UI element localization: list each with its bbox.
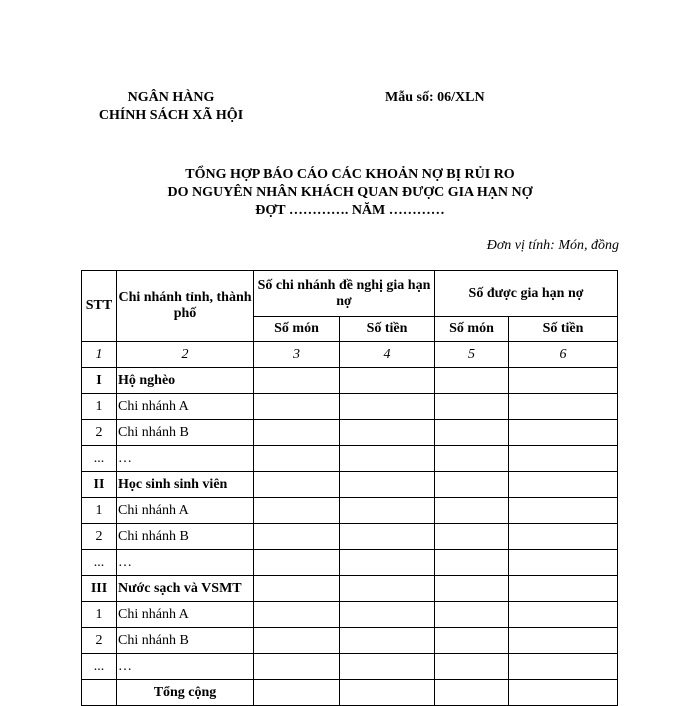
header-proposed-count: Số món (254, 317, 340, 342)
total-value-cell (254, 680, 340, 706)
row-value-cell (254, 524, 340, 550)
row-value-cell (509, 394, 618, 420)
row-stt: II (82, 472, 117, 498)
table-row (82, 654, 618, 680)
row-stt: 2 (82, 628, 117, 654)
table-row (82, 498, 618, 524)
row-value-cell (509, 602, 618, 628)
row-stt: ... (82, 550, 117, 576)
row-value-cell (509, 628, 618, 654)
row-value-cell (340, 524, 435, 550)
table-section-row (82, 368, 618, 394)
row-value-cell (435, 550, 509, 576)
header-granted: Số được gia hạn nợ (435, 271, 618, 317)
row-value-cell (340, 420, 435, 446)
row-stt: 1 (82, 602, 117, 628)
row-value-cell (435, 420, 509, 446)
row-stt: 1 (82, 498, 117, 524)
row-stt: III (82, 576, 117, 602)
row-value-cell (509, 550, 618, 576)
row-value-cell (509, 576, 618, 602)
report-title-line2: DO NGUYÊN NHÂN KHÁCH QUAN ĐƯỢC GIA HẠN NỢ (167, 185, 533, 200)
row-value-cell (509, 420, 618, 446)
report-title (0, 166, 700, 220)
table-row (82, 550, 618, 576)
row-value-cell (340, 576, 435, 602)
header-stt: STT (82, 271, 117, 342)
row-value-cell (254, 576, 340, 602)
total-value-cell (340, 680, 435, 706)
row-branch-name: … (117, 654, 254, 680)
row-value-cell (340, 368, 435, 394)
table-section-row (82, 576, 618, 602)
row-branch-name: Chi nhánh A (117, 602, 254, 628)
row-value-cell (340, 628, 435, 654)
row-value-cell (509, 446, 618, 472)
total-row (82, 680, 618, 706)
header-proposed-amount: Số tiền (340, 317, 435, 342)
row-value-cell (435, 602, 509, 628)
row-branch-name: … (117, 550, 254, 576)
row-branch-name: Chi nhánh B (117, 420, 254, 446)
row-branch-name: Chi nhánh B (117, 524, 254, 550)
row-branch-name: Chi nhánh A (117, 498, 254, 524)
row-stt: I (82, 368, 117, 394)
header-branch: Chi nhánh tỉnh, thành phố (117, 271, 254, 342)
row-stt: 1 (82, 394, 117, 420)
row-branch-name: … (117, 446, 254, 472)
unit-label: Đơn vị tính: Món, đồng (486, 238, 619, 253)
column-number: 6 (509, 342, 618, 368)
total-value-cell (435, 680, 509, 706)
report-table (81, 270, 618, 706)
report-title-line1: TỔNG HỢP BÁO CÁO CÁC KHOẢN NỢ BỊ RỦI RO (185, 167, 515, 182)
form-number: Mẫu số: 06/XLN (385, 90, 485, 105)
row-value-cell (435, 394, 509, 420)
row-value-cell (254, 368, 340, 394)
row-value-cell (340, 498, 435, 524)
row-value-cell (435, 628, 509, 654)
column-number: 1 (82, 342, 117, 368)
total-value-cell (509, 680, 618, 706)
total-stt (82, 680, 117, 706)
header-granted-amount: Số tiền (509, 317, 618, 342)
row-value-cell (435, 498, 509, 524)
row-value-cell (435, 576, 509, 602)
column-number-row (82, 342, 618, 368)
row-branch-name: Hộ nghèo (117, 368, 254, 394)
row-stt: ... (82, 446, 117, 472)
table-row (82, 524, 618, 550)
row-value-cell (254, 394, 340, 420)
total-label: Tổng cộng (117, 680, 254, 706)
row-branch-name: Chi nhánh B (117, 628, 254, 654)
row-stt: ... (82, 654, 117, 680)
row-value-cell (509, 654, 618, 680)
row-value-cell (340, 446, 435, 472)
table-row (82, 420, 618, 446)
column-number: 4 (340, 342, 435, 368)
row-value-cell (254, 420, 340, 446)
row-value-cell (254, 654, 340, 680)
table-row (82, 446, 618, 472)
bank-name-line1: NGÂN HÀNG (127, 90, 215, 105)
row-value-cell (509, 498, 618, 524)
row-value-cell (435, 472, 509, 498)
row-value-cell (340, 472, 435, 498)
row-value-cell (254, 446, 340, 472)
row-value-cell (509, 472, 618, 498)
row-value-cell (340, 654, 435, 680)
header-row (82, 271, 618, 317)
row-value-cell (254, 628, 340, 654)
row-branch-name: Chi nhánh A (117, 394, 254, 420)
row-value-cell (509, 524, 618, 550)
table-row (82, 602, 618, 628)
row-value-cell (340, 550, 435, 576)
row-value-cell (254, 498, 340, 524)
header-proposed: Số chi nhánh đề nghị gia hạn nợ (254, 271, 435, 317)
bank-name (86, 89, 256, 125)
row-value-cell (340, 394, 435, 420)
column-number: 3 (254, 342, 340, 368)
row-value-cell (435, 654, 509, 680)
column-number: 2 (117, 342, 254, 368)
row-branch-name: Học sinh sinh viên (117, 472, 254, 498)
row-value-cell (509, 368, 618, 394)
row-stt: 2 (82, 420, 117, 446)
row-stt: 2 (82, 524, 117, 550)
header-granted-count: Số món (435, 317, 509, 342)
row-branch-name: Nước sạch và VSMT (117, 576, 254, 602)
row-value-cell (435, 524, 509, 550)
row-value-cell (254, 550, 340, 576)
column-number: 5 (435, 342, 509, 368)
report-title-line3: ĐỢT …………. NĂM ………… (255, 203, 445, 218)
row-value-cell (435, 368, 509, 394)
row-value-cell (254, 602, 340, 628)
table-row (82, 628, 618, 654)
row-value-cell (254, 472, 340, 498)
table-section-row (82, 472, 618, 498)
bank-name-line2: CHÍNH SÁCH XÃ HỘI (98, 108, 244, 123)
row-value-cell (340, 602, 435, 628)
row-value-cell (435, 446, 509, 472)
table-row (82, 394, 618, 420)
